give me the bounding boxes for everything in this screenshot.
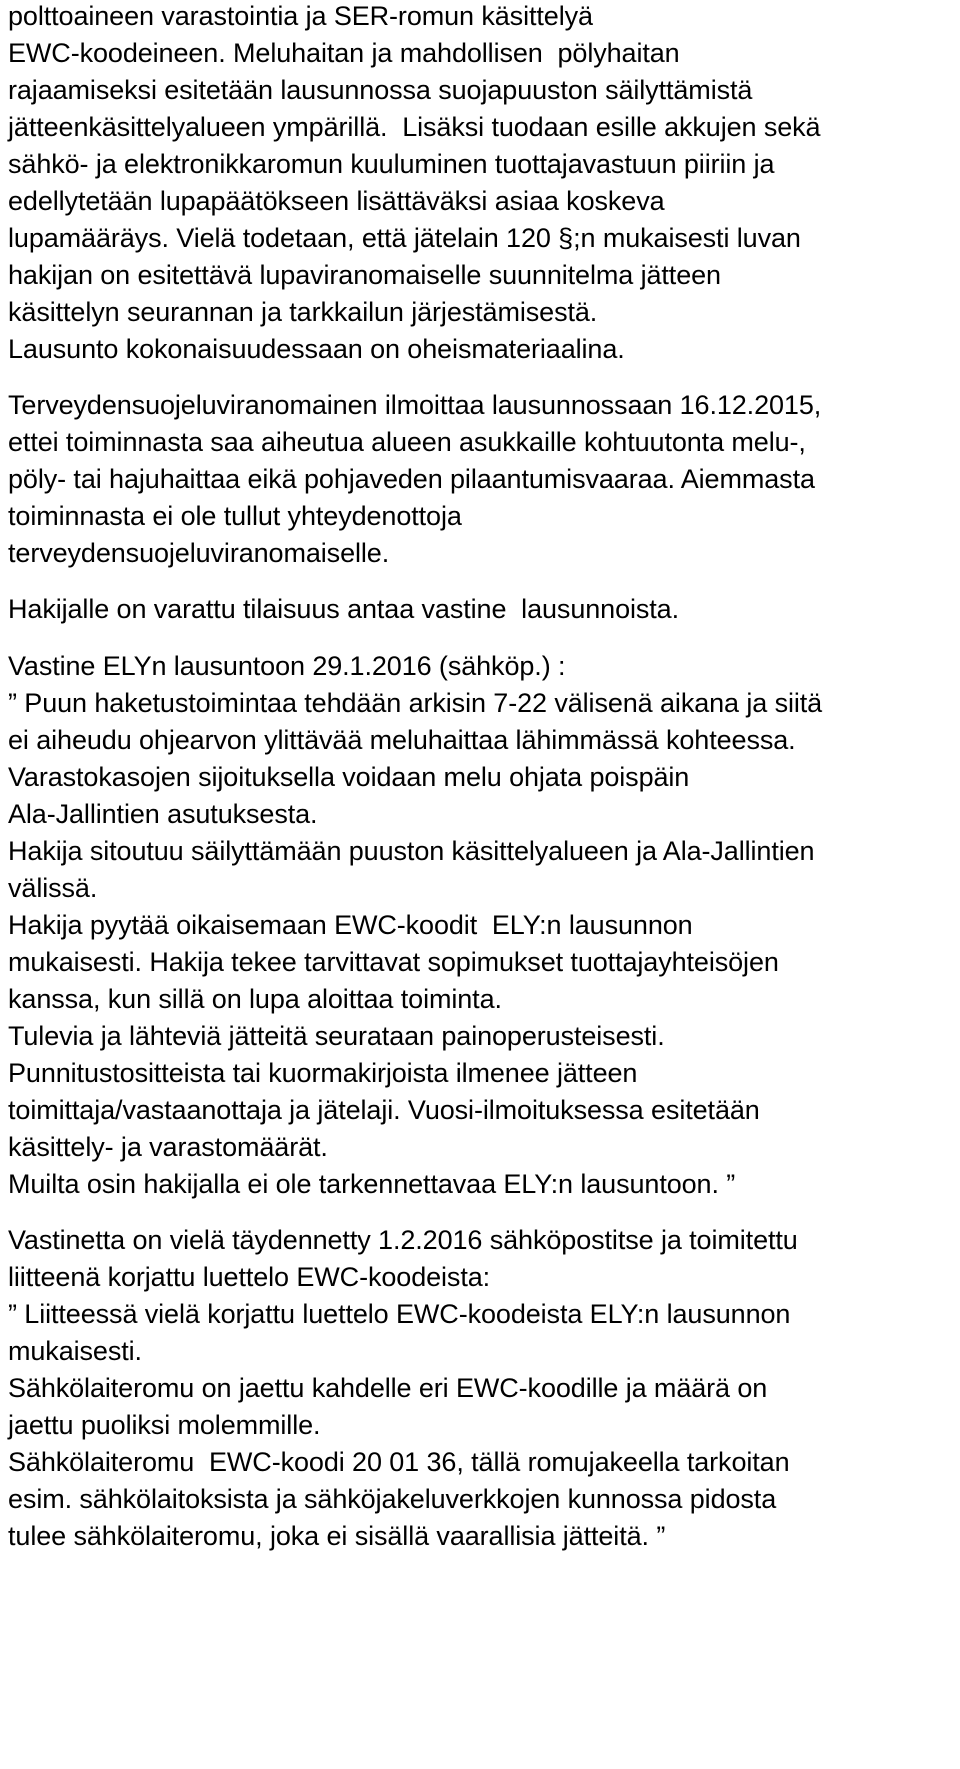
paragraph-line: Varastokasojen sijoituksella voidaan melu ohjata poispäin [8, 762, 690, 792]
paragraph-line: Ala-Jallintien asutuksesta. [8, 799, 318, 829]
paragraph-line: sähkö- ja elektronikkaromun kuuluminen tuottajavastuun piiriin ja [8, 149, 775, 179]
paragraph-line: jaettu puoliksi molemmille. [8, 1410, 321, 1440]
paragraph-line: toiminnasta ei ole tullut yhteydenottoja [8, 501, 462, 531]
paragraph-line: välissä. [8, 873, 98, 903]
paragraph-line: ettei toiminnasta saa aiheutua alueen asukkaille kohtuutonta melu-, [8, 427, 806, 457]
paragraph-line: Hakija pyytää oikaisemaan EWC-koodit ELY:n lausunnon [8, 910, 693, 940]
paragraph-line: rajaamiseksi esitetään lausunnossa suojapuuston säilyttämistä [8, 75, 753, 105]
paragraph-line: käsittelyn seurannan ja tarkkailun järjestämisestä. [8, 297, 598, 327]
paragraph-line: kanssa, kun sillä on lupa aloittaa toiminta. [8, 984, 502, 1014]
paragraph-line: ” Liitteessä vielä korjattu luettelo EWC-koodeista ELY:n lausunnon [8, 1299, 791, 1329]
paragraph-line: Hakijalle on varattu tilaisuus antaa vastine lausunnoista. [8, 594, 679, 624]
paragraph-line: ei aiheudu ohjearvon ylittävää meluhaittaa lähimmässä kohteessa. [8, 725, 796, 755]
paragraph-line: Hakija sitoutuu säilyttämään puuston käsittelyalueen ja Ala-Jallintien [8, 836, 815, 866]
paragraph-line: käsittely- ja varastomäärät. [8, 1132, 328, 1162]
paragraph-line: Vastinetta on vielä täydennetty 1.2.2016 sähköpostitse ja toimitettu [8, 1225, 798, 1255]
paragraph-line: mukaisesti. Hakija tekee tarvittavat sopimukset tuottajayhteisöjen [8, 947, 779, 977]
paragraph-line: Muilta osin hakijalla ei ole tarkennettavaa ELY:n lausuntoon. ” [8, 1169, 736, 1199]
paragraph-line: polttoaineen varastointia ja SER-romun käsittelyä [8, 1, 593, 31]
paragraph-line: terveydensuojeluviranomaiselle. [8, 538, 390, 568]
paragraph-line: Sähkölaiteromu on jaettu kahdelle eri EWC-koodille ja määrä on [8, 1373, 768, 1403]
paragraph-line: jätteenkäsittelyalueen ympärillä. Lisäksi tuodaan esille akkujen sekä [8, 112, 821, 142]
paragraph-line: Punnitustositteista tai kuormakirjoista ilmenee jätteen [8, 1058, 638, 1088]
paragraph-line: Terveydensuojeluviranomainen ilmoittaa lausunnossaan 16.12.2015, [8, 390, 822, 420]
paragraph-line: tulee sähkölaiteromu, joka ei sisällä vaarallisia jätteitä. ” [8, 1521, 666, 1551]
paragraph-line: Sähkölaiteromu EWC-koodi 20 01 36, tällä romujakeella tarkoitan [8, 1447, 790, 1477]
paragraph-line: lupamääräys. Vielä todetaan, että jätelain 120 §;n mukaisesti luvan [8, 223, 801, 253]
paragraph-line: toimittaja/vastaanottaja ja jätelaji. Vuosi-ilmoituksessa esitetään [8, 1095, 760, 1125]
paragraph-line: EWC-koodeineen. Meluhaitan ja mahdollisen pölyhaitan [8, 38, 680, 68]
paragraph-line: Lausunto kokonaisuudessaan on oheismateriaalina. [8, 334, 625, 364]
paragraph-line: hakijan on esitettävä lupaviranomaiselle suunnitelma jätteen [8, 260, 721, 290]
paragraph-line: edellytetään lupapäätökseen lisättäväksi asiaa koskeva [8, 186, 665, 216]
paragraph-line: Vastine ELYn lausuntoon 29.1.2016 (sähköp.) : [8, 651, 566, 681]
paragraph-line: Tulevia ja lähteviä jätteitä seurataan painoperusteisesti. [8, 1021, 665, 1051]
paragraph-line: pöly- tai hajuhaittaa eikä pohjaveden pilaantumisvaaraa. Aiemmasta [8, 464, 815, 494]
paragraph-line: liitteenä korjattu luettelo EWC-koodeista: [8, 1262, 491, 1292]
paragraph-line: ” Puun haketustoimintaa tehdään arkisin 7-22 välisenä aikana ja siitä [8, 688, 823, 718]
paragraph-line: esim. sähkölaitoksista ja sähköjakeluverkkojen kunnossa pidosta [8, 1484, 777, 1514]
paragraph-line: mukaisesti. [8, 1336, 142, 1366]
